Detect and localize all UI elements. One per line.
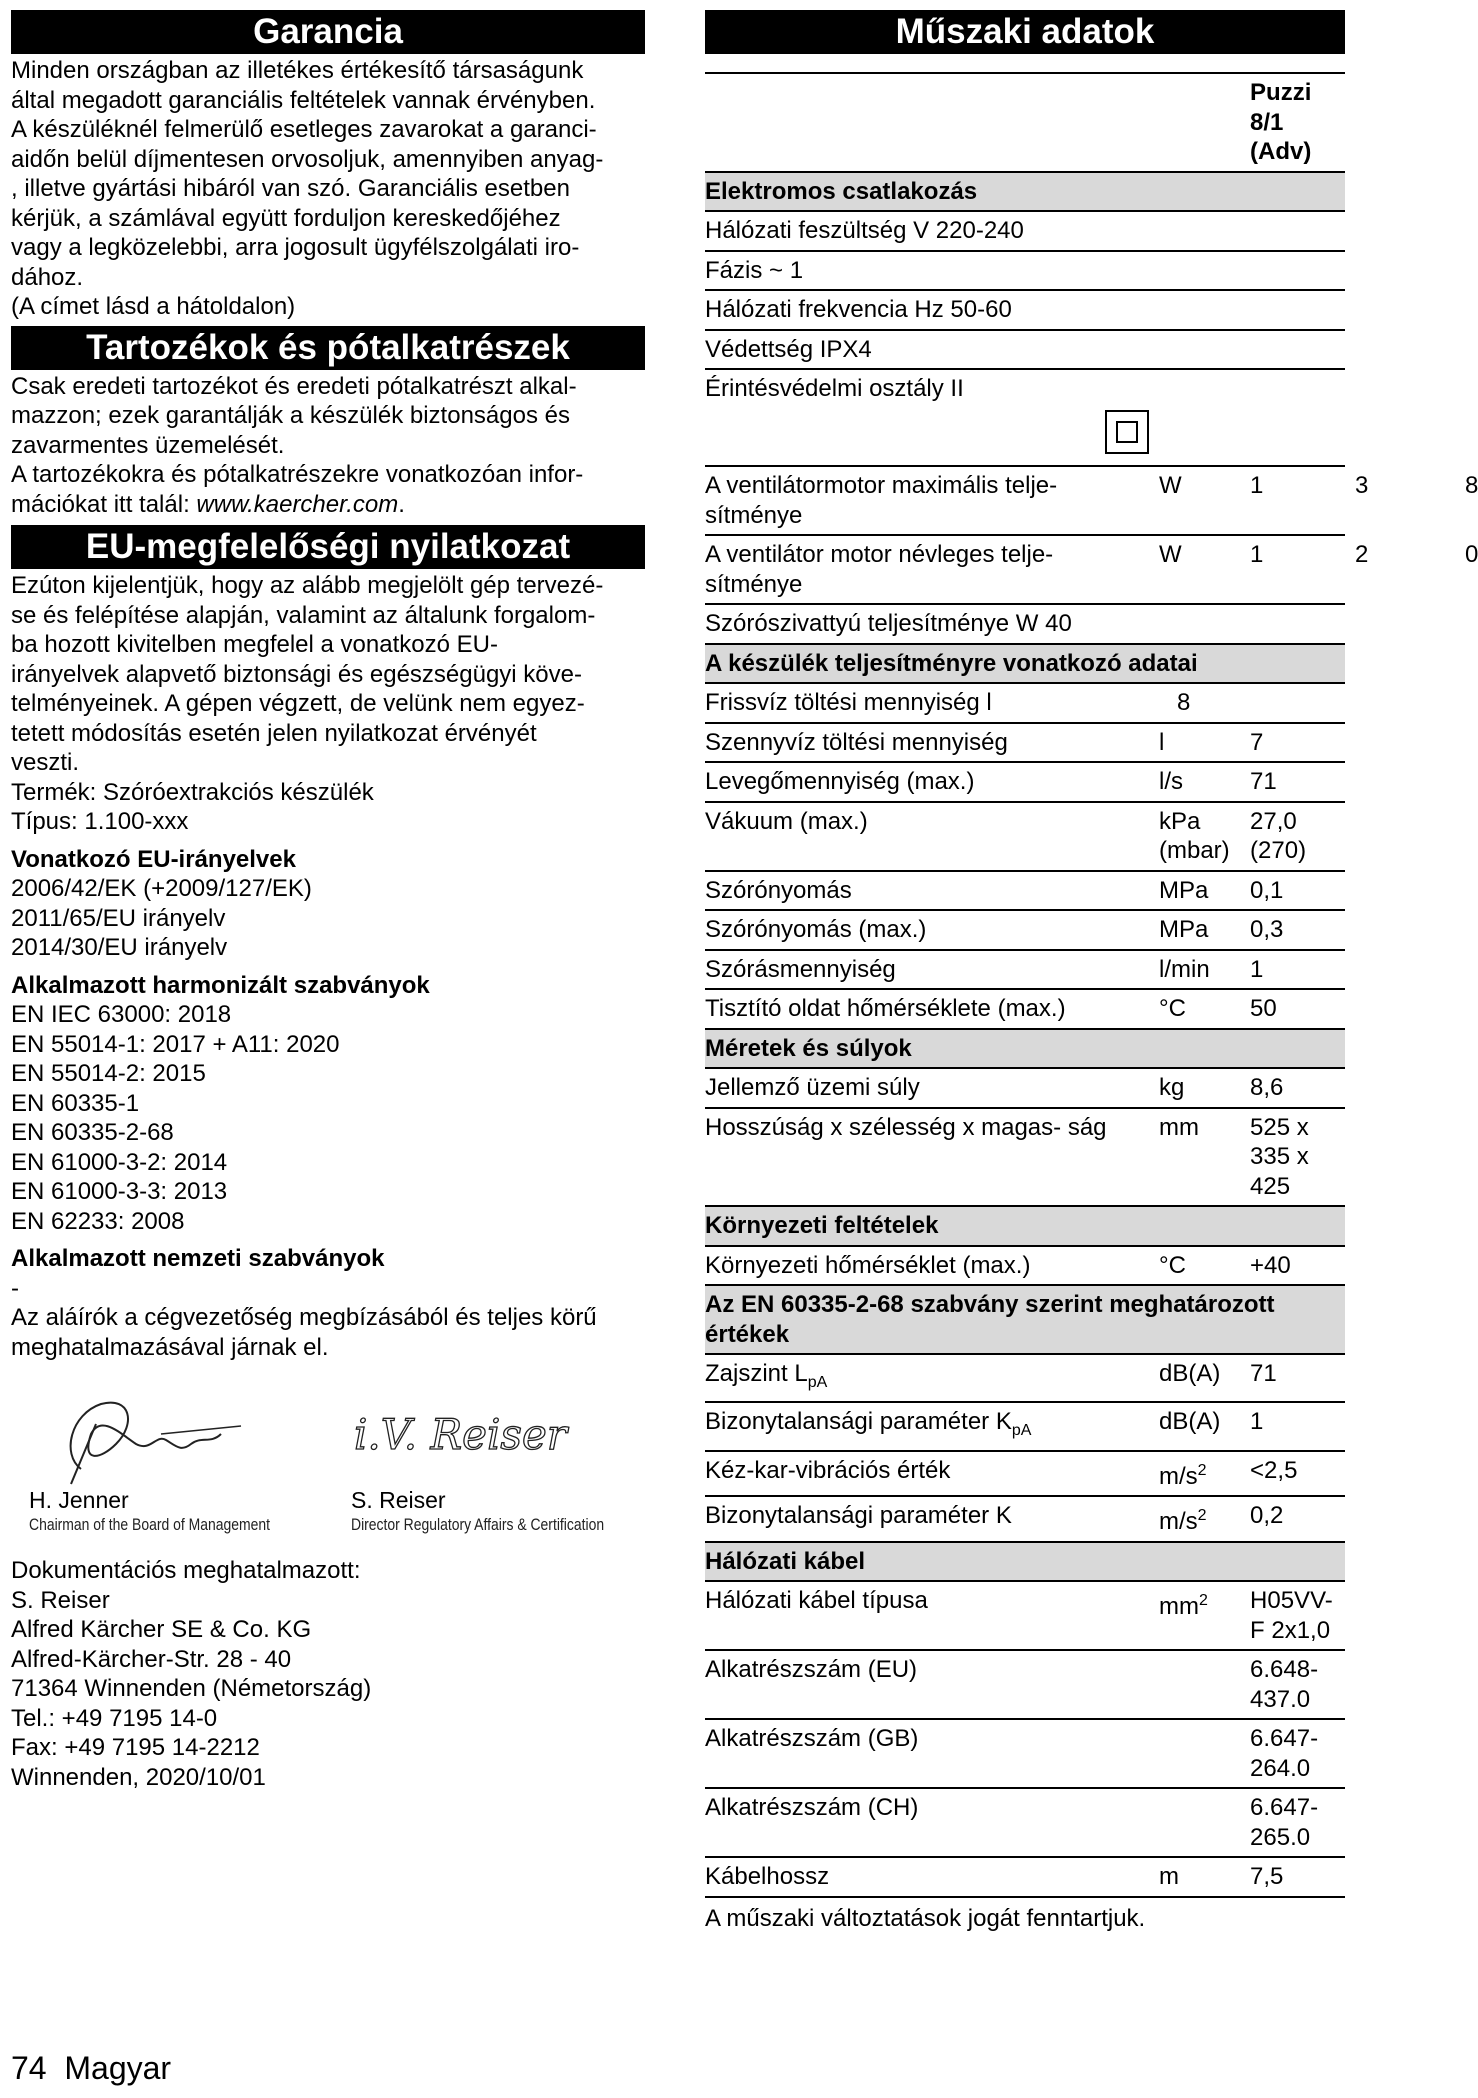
text-line: Alfred-Kärcher-Str. 28 - 40: [11, 1645, 292, 1673]
text-line: A tartozékokra és pótalkatrészekre vonatkozóan infor-: [11, 461, 584, 488]
spec-row: Frissvíz töltési mennyiség l 8: [705, 683, 1345, 723]
text-line: mazzon; ezek garantálják a készülék biztonságos és: [11, 402, 570, 429]
text-line: Ezúton kijelentjük, hogy az alább megjelölt gép tervezé-: [11, 572, 604, 599]
spec-section-header: A készülék teljesítményre vonatkozó adatai: [705, 644, 1345, 684]
text-line: EN 61000-3-3: 2013: [11, 1178, 228, 1205]
eu-declaration-heading: EU-megfelelőségi nyilatkozat: [11, 525, 645, 569]
spec-section-header: Elektromos csatlakozás: [705, 172, 1345, 212]
text-line: ba hozott kivitelben megfelel a vonatkozó EU-: [11, 631, 498, 658]
signer-jenner: H. Jenner Chairman of the Board of Management: [29, 1487, 270, 1534]
spec-row: Kéz-kar-vibrációs érték $m/s^2$ <2,5: [705, 1451, 1345, 1497]
spec-row: Alkatrészszám (EU) 6.648- 437.0: [705, 1650, 1345, 1719]
text-line: meghatalmazásával járnak el.: [11, 1333, 329, 1361]
text-line: 2011/65/EU irányelv: [11, 904, 226, 932]
text-line: EN IEC 63000: 2018: [11, 1001, 232, 1028]
eu-declaration-text: [11, 571, 645, 837]
page-footer: [11, 2048, 171, 2088]
spec-row: Tisztító oldat hőmérséklete (max.) °C 50: [705, 989, 1345, 1029]
text-line: (A címet lásd a hátoldalon): [11, 293, 296, 320]
text-line: EN 55014-2: 2015: [11, 1060, 206, 1087]
spec-row: Szórásmennyiség l/min 1: [705, 950, 1345, 990]
spec-row: Alkatrészszám (CH) 6.647- 265.0: [705, 1788, 1345, 1857]
spec-row: Bizonytalansági paraméter K $m/s^2$ 0,2: [705, 1496, 1345, 1542]
text-line: zavarmentes üzemelését.: [11, 431, 285, 459]
spec-row: Hosszúság x szélesség x magas- ság mm 525 x 335 x 425: [705, 1108, 1345, 1207]
text-line: EN 55014-1: 2017 + A11: 2020: [11, 1030, 340, 1058]
spec-row: Szórónyomás MPa 0,1: [705, 871, 1345, 911]
signers-note: [11, 1303, 645, 1362]
text-line: aidőn belül díjmentesen orvosoljuk, amennyiben anyag-: [11, 145, 604, 173]
text-line: tetett módosítás esetén jelen nyilatkozat érvényét: [11, 719, 537, 747]
text-line: Alfred Kärcher SE & Co. KG: [11, 1616, 312, 1643]
spec-row: Fázis ~ 1: [705, 251, 1345, 291]
right-column: [705, 10, 1478, 1933]
text-line: Az aláírók a cégvezetőség megbízásából és teljes körű: [11, 1304, 597, 1331]
technical-data-heading: Műszaki adatok: [705, 10, 1345, 54]
contact-block: [11, 1556, 645, 1792]
text-line: veszti.: [11, 749, 80, 776]
accessories-text: Csak eredeti tartozékot és eredeti pótalkatrészt alkal- mazzon; ezek garantálják a készülék biztonságos és zavarmentes üzemelését. A tartozékokra és pótalkatrészekre vonatkozóan infor- mációkat itt talál: www.kaercher.com.: [11, 372, 645, 520]
spec-row: A ventilátormotor maximális telje- sítménye W 1 3 8: [705, 466, 1345, 535]
spec-row: Alkatrészszám (GB) 6.647- 264.0: [705, 1719, 1345, 1788]
protection-class-ii-icon: [1105, 410, 1149, 454]
spec-row: Védettség IPX4: [705, 330, 1345, 370]
reiser-handwriting: i.V. Reiser: [354, 1410, 567, 1459]
accessories-heading: Tartozékok és pótalkatrészek: [11, 326, 645, 370]
harmonized-standards-title: Alkalmazott harmonizált szabványok: [11, 971, 430, 999]
text-line: EN 62233: 2008: [11, 1207, 185, 1235]
text-line: se és felépítése alapján, valamint az általunk forgalom-: [11, 601, 596, 629]
technical-note: A műszaki változtatások jogát fenntartjuk.: [705, 1904, 1146, 1932]
text-line: Csak eredeti tartozékot és eredeti pótalkatrészt alkal-: [11, 372, 577, 400]
garancia-heading: Garancia: [11, 10, 645, 54]
spec-row: Zajszint $L_{pA}$ dB(A) 71: [705, 1354, 1345, 1402]
text-line: Dokumentációs meghatalmazott:: [11, 1557, 361, 1584]
text-line: 2014/30/EU irányelv: [11, 934, 228, 961]
technical-data-table: [705, 74, 1478, 1898]
text-line: irányelvek alapvető biztonsági és egészségügyi köve-: [11, 660, 582, 688]
signer-reiser: S. Reiser Director Regulatory Affairs & Certification: [351, 1487, 605, 1534]
spec-row: Hálózati kábel típusa $mm^2$ H05VV- F 2x1,0: [705, 1581, 1345, 1650]
text-line: A készüléknél felmerülő esetleges zavarokat a garanci-: [11, 116, 597, 143]
text-line: Termék: Szóróextrakciós készülék: [11, 778, 374, 806]
reiser-signature: [346, 1389, 567, 1489]
text-line: -: [11, 1274, 19, 1302]
national-standards-list: [11, 1274, 645, 1304]
garancia-text: [11, 56, 645, 322]
spec-row: A ventilátor motor névleges telje- sítménye W 1 2 0: [705, 535, 1345, 604]
spec-row: Levegőmennyiség (max.) l/s 71: [705, 762, 1345, 802]
spec-row: Bizonytalansági paraméter $K_{pA}$ dB(A) 1: [705, 1402, 1345, 1450]
spec-row: Szennyvíz töltési mennyiség l 7: [705, 723, 1345, 763]
model-name: Puzzi 8/1 (Adv): [1250, 79, 1312, 165]
national-standards-title: Alkalmazott nemzeti szabványok: [11, 1245, 385, 1272]
eu-directives-title: Vonatkozó EU-irányelvek: [11, 845, 296, 873]
text-line: telményeinek. A gépen végzett, de velünk nem egyez-: [11, 690, 585, 717]
text-line: Winnenden, 2020/10/01: [11, 1763, 266, 1791]
spec-row: Kábelhossz m 7,5: [705, 1857, 1345, 1897]
spec-section-header: Az EN 60335-2-68 szabvány szerint meghatározott értékek: [705, 1285, 1345, 1354]
spec-section-header: Méretek és súlyok: [705, 1029, 1345, 1069]
kaercher-link[interactable]: www.kaercher.com: [196, 490, 399, 518]
spec-row: Jellemző üzemi súly kg 8,6: [705, 1068, 1345, 1108]
spec-section-header: Hálózati kábel: [705, 1542, 1345, 1582]
spec-row: Hálózati feszültség V 220-240: [705, 211, 1345, 251]
text-line: EN 60335-1: [11, 1089, 140, 1117]
page-number: 74: [11, 2050, 47, 2086]
text-line: 2006/42/EK (+2009/127/EK): [11, 875, 312, 902]
jenner-signature: [41, 1374, 261, 1494]
spec-row: Érintésvédelmi osztály II: [705, 369, 1345, 466]
text-line: S. Reiser: [11, 1586, 110, 1614]
signature-area: [11, 1374, 645, 1544]
text-line: 71364 Winnenden (Németország): [11, 1675, 372, 1702]
text-line: EN 60335-2-68: [11, 1119, 174, 1146]
text-line: által megadott garanciális feltételek vannak érvényben.: [11, 86, 596, 114]
spec-row: Szórószivattyú teljesítménye W 40: [705, 604, 1345, 644]
text-line: dához.: [11, 263, 84, 291]
eu-directives-list: [11, 874, 645, 963]
text-line: Tel.: +49 7195 14-0: [11, 1704, 218, 1732]
text-line: Minden országban az illetékes értékesítő társaságunk: [11, 57, 584, 84]
spec-row: Hálózati frekvencia Hz 50-60: [705, 290, 1345, 330]
model-header-row: [705, 74, 1345, 172]
text-line: kérjük, a számlával együtt forduljon kereskedőjéhez: [11, 204, 561, 232]
left-column: [11, 10, 645, 1792]
text-line: Típus: 1.100-xxx: [11, 808, 189, 835]
spec-row: Környezeti hőmérséklet (max.) °C +40: [705, 1246, 1345, 1286]
spec-row: Vákuum (max.) kPa (mbar) 27,0 (270): [705, 802, 1345, 871]
text-line: , illetve gyártási hibáról van szó. Garanciális esetben: [11, 175, 570, 202]
spec-section-header: Környezeti feltételek: [705, 1206, 1345, 1246]
harmonized-standards-list: [11, 1000, 645, 1236]
text-line: Fax: +49 7195 14-2212: [11, 1734, 260, 1761]
footer-language: Magyar: [64, 2050, 172, 2086]
text-line: vagy a legközelebbi, arra jogosult ügyfélszolgálati iro-: [11, 234, 580, 261]
spec-row: Szórónyomás (max.) MPa 0,3: [705, 910, 1345, 950]
text-line: EN 61000-3-2: 2014: [11, 1148, 228, 1176]
